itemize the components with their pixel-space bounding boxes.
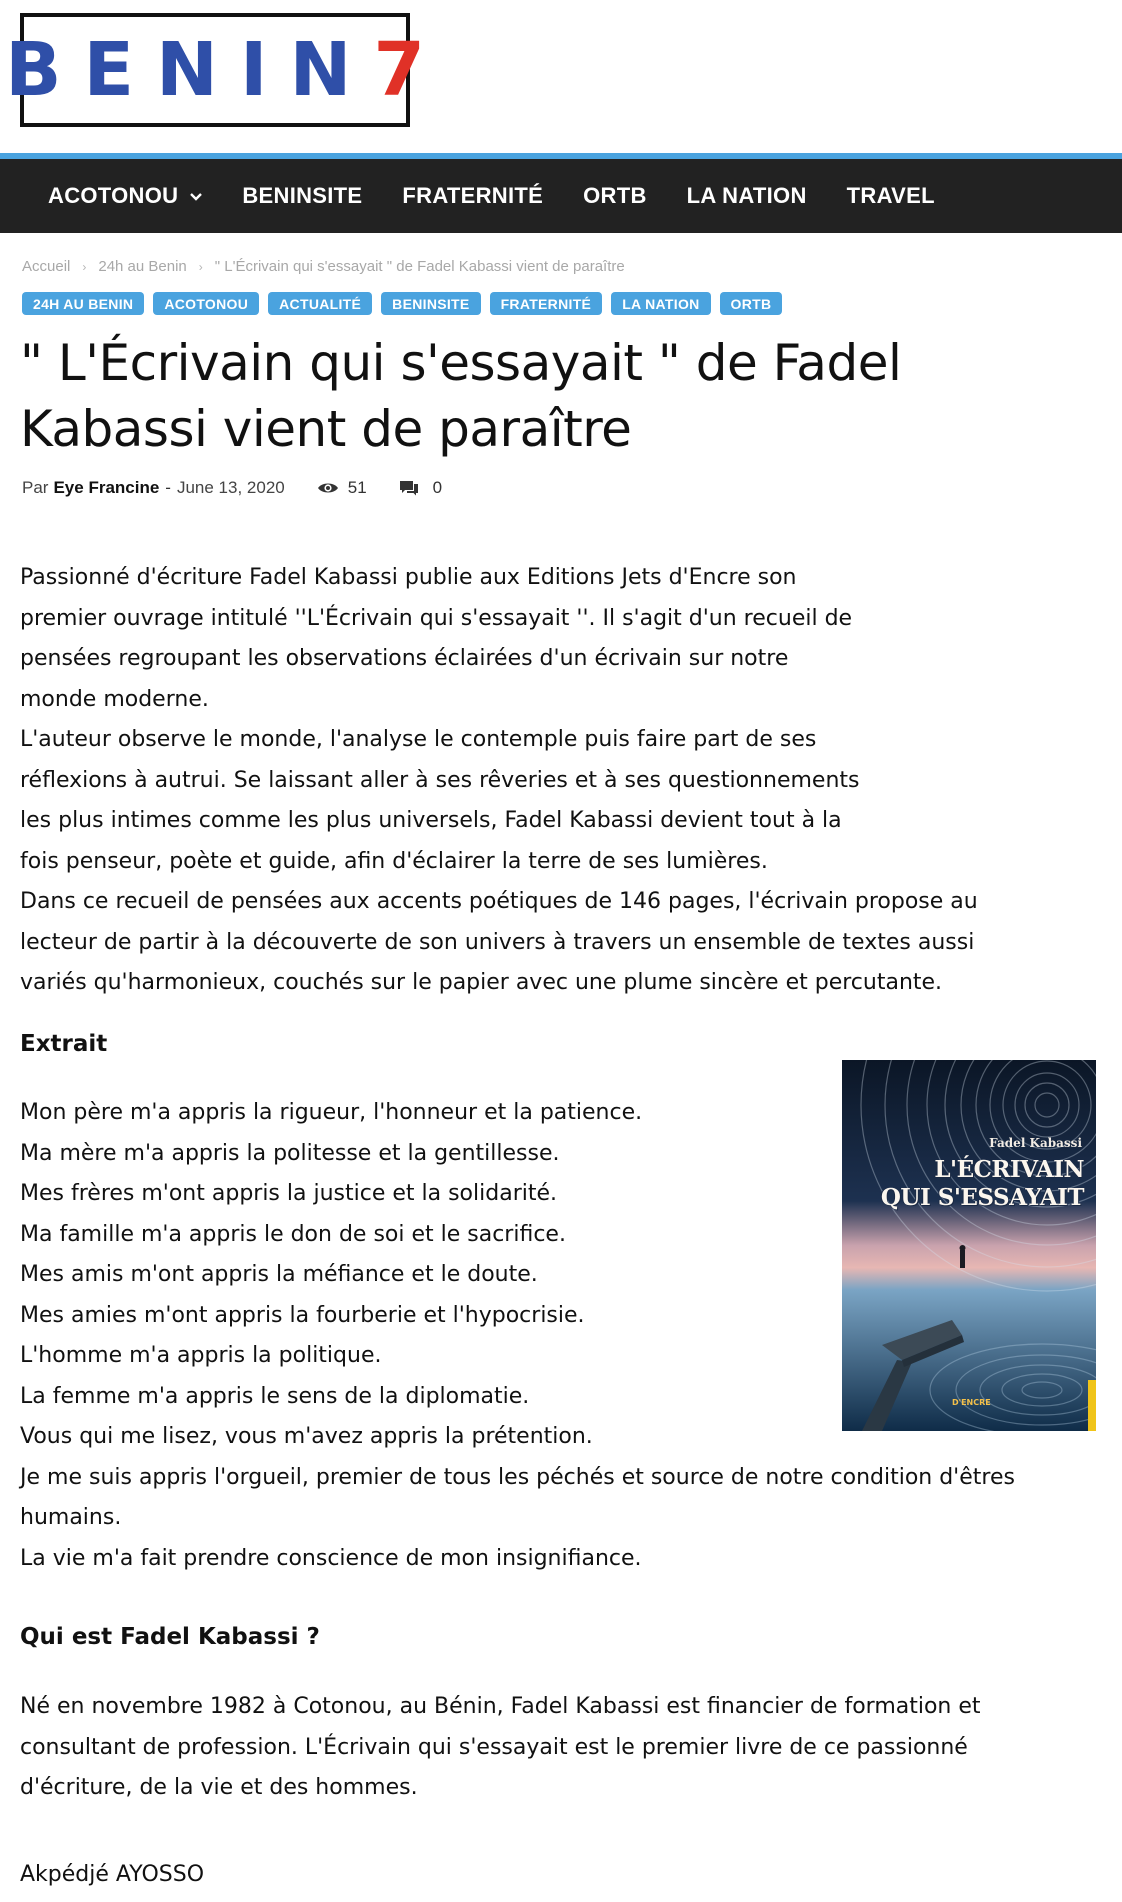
chevron-right-icon: › xyxy=(82,259,87,274)
poem-line: humains. xyxy=(20,1505,122,1530)
nav-item-fraternite[interactable] xyxy=(402,183,543,209)
article-signature: Akpédjé AYOSSO xyxy=(20,1862,205,1887)
poem-line: L'homme m'a appris la politique. xyxy=(20,1343,382,1368)
publish-date: June 13, 2020 xyxy=(176,478,285,497)
chevron-right-icon: › xyxy=(198,259,203,274)
bio-line: Né en novembre 1982 à Cotonou, au Bénin, Fadel Kabassi est financier de formation et xyxy=(20,1694,981,1719)
nav-item-label: BENINSITE xyxy=(242,183,363,208)
intro-line: Passionné d'écriture Fadel Kabassi publie aux Editions Jets d'Encre son xyxy=(20,565,797,590)
nav-item-travel[interactable] xyxy=(847,183,935,209)
poem-line: La femme m'a appris le sens de la diplomatie. xyxy=(20,1383,530,1409)
poem-line: Mes amis m'ont appris la méfiance et le doute. xyxy=(20,1262,538,1287)
nav-item-label: LA NATION xyxy=(686,183,807,208)
intro-line: réflexions à autrui. Se laissant aller à ses rêveries et à ses questionnements xyxy=(20,767,860,793)
article-meta xyxy=(22,478,442,498)
intro-line: variés qu'harmonieux, couchés sur le papier avec une plume sincère et percutante. xyxy=(20,970,943,995)
extrait-heading: Extrait xyxy=(20,1031,108,1057)
poem-line: Ma mère m'a appris la politesse et la gentillesse. xyxy=(20,1140,560,1166)
poem-line: Mon père m'a appris la rigueur, l'honneur et la patience. xyxy=(20,1100,643,1125)
breadcrumb-current: " L'Écrivain qui s'essayait " de Fadel Kabassi vient de paraître xyxy=(214,258,625,275)
intro-line: pensées regroupant les observations éclairées d'un écrivain sur notre xyxy=(20,646,789,671)
site-logo[interactable] xyxy=(5,13,447,127)
intro-line: monde moderne. xyxy=(20,686,209,712)
logo-text: BENIN xyxy=(5,27,374,113)
poem-line: La vie m'a fait prendre conscience de mon insignifiance. xyxy=(20,1545,642,1571)
nav-item-label: FRATERNITÉ xyxy=(402,183,544,208)
views-count xyxy=(317,478,367,498)
tag-fraternite[interactable]: FRATERNITÉ xyxy=(490,292,603,315)
comment-icon xyxy=(399,480,419,496)
poem-line: Mes amies m'ont appris la fourberie et l'hypocrisie. xyxy=(20,1302,585,1328)
breadcrumb-home[interactable]: Accueil xyxy=(22,258,71,275)
poem-line: Mes frères m'ont appris la justice et la solidarité. xyxy=(20,1181,558,1206)
author-link[interactable]: Eye Francine xyxy=(53,478,160,497)
meta-dash: - xyxy=(165,478,171,497)
nav-item-beninsite[interactable] xyxy=(242,183,362,209)
poem-line: Vous qui me lisez, vous m'avez appris la prétention. xyxy=(20,1424,593,1449)
comments-count[interactable] xyxy=(399,478,442,498)
chevron-down-icon xyxy=(190,188,202,204)
nav-item-label: ACOTONOU xyxy=(48,183,179,208)
bio-line: consultant de profession. L'Écrivain qui s'essayait est le premier livre de ce passionné xyxy=(20,1734,968,1760)
poem-line: Je me suis appris l'orgueil, premier de tous les péchés et source de notre condition d'êtres xyxy=(20,1464,1015,1490)
main-nav xyxy=(0,159,1122,233)
star-trail-illustration xyxy=(842,1060,1096,1431)
nav-item-ortb[interactable] xyxy=(583,183,647,209)
nav-item-la-nation[interactable] xyxy=(687,183,807,209)
category-tags xyxy=(22,292,791,315)
tag-la-nation[interactable]: LA NATION xyxy=(611,292,710,315)
intro-line: Dans ce recueil de pensées aux accents poétiques de 146 pages, l'écrivain propose au xyxy=(20,889,978,914)
comments-value: 0 xyxy=(432,478,443,497)
intro-line: lecteur de partir à la découverte de son univers à travers un ensemble de textes aussi xyxy=(20,929,975,955)
tag-actualite[interactable]: ACTUALITÉ xyxy=(268,292,372,315)
article-intro xyxy=(20,558,1110,1004)
intro-line: premier ouvrage intitulé ''L'Écrivain qui s'essayait ''. Il s'agit d'un recueil de xyxy=(20,605,853,631)
intro-line: fois penseur, poète et guide, afin d'éclairer la terre de ses lumières. xyxy=(20,848,768,874)
cover-title xyxy=(842,1156,1084,1212)
nav-item-label: TRAVEL xyxy=(846,183,935,208)
bio-heading: Qui est Fadel Kabassi ? xyxy=(20,1624,320,1650)
intro-line: les plus intimes comme les plus universels, Fadel Kabassi devient tout à la xyxy=(20,808,842,833)
views-value: 51 xyxy=(347,478,367,497)
bio-line: d'écriture, de la vie et des hommes. xyxy=(20,1775,418,1800)
tag-24h-au-benin[interactable]: 24H AU BENIN xyxy=(22,292,144,315)
book-cover-image[interactable] xyxy=(842,1060,1096,1431)
nav-item-acotonou[interactable] xyxy=(48,183,202,209)
cover-title-line: QUI S'ESSAYAIT xyxy=(880,1184,1084,1211)
tag-ortb[interactable]: ORTB xyxy=(720,292,783,315)
tag-acotonou[interactable]: ACOTONOU xyxy=(153,292,259,315)
author-bio xyxy=(20,1687,1115,1809)
cover-spine-strip xyxy=(1088,1380,1096,1431)
site-header xyxy=(0,0,1122,153)
cover-publisher-logo: D'ENCRE xyxy=(952,1398,991,1407)
tag-beninsite[interactable]: BENINSITE xyxy=(381,292,480,315)
eye-icon xyxy=(317,481,339,495)
logo-seven: 7 xyxy=(373,27,447,113)
cover-title-line: L'ÉCRIVAIN xyxy=(934,1156,1084,1183)
cover-author: Fadel Kabassi xyxy=(989,1136,1082,1150)
intro-line: L'auteur observe le monde, l'analyse le contemple puis faire part de ses xyxy=(20,727,817,752)
breadcrumb-section[interactable]: 24h au Benin xyxy=(98,258,187,275)
meta-by-label: Par xyxy=(22,478,49,497)
nav-item-label: ORTB xyxy=(583,183,647,208)
poem-line: Ma famille m'a appris le don de soi et le sacrifice. xyxy=(20,1221,566,1247)
article-title: " L'Écrivain qui s'essayait " de Fadel Kabassi vient de paraître xyxy=(20,334,902,458)
breadcrumb xyxy=(22,258,625,275)
